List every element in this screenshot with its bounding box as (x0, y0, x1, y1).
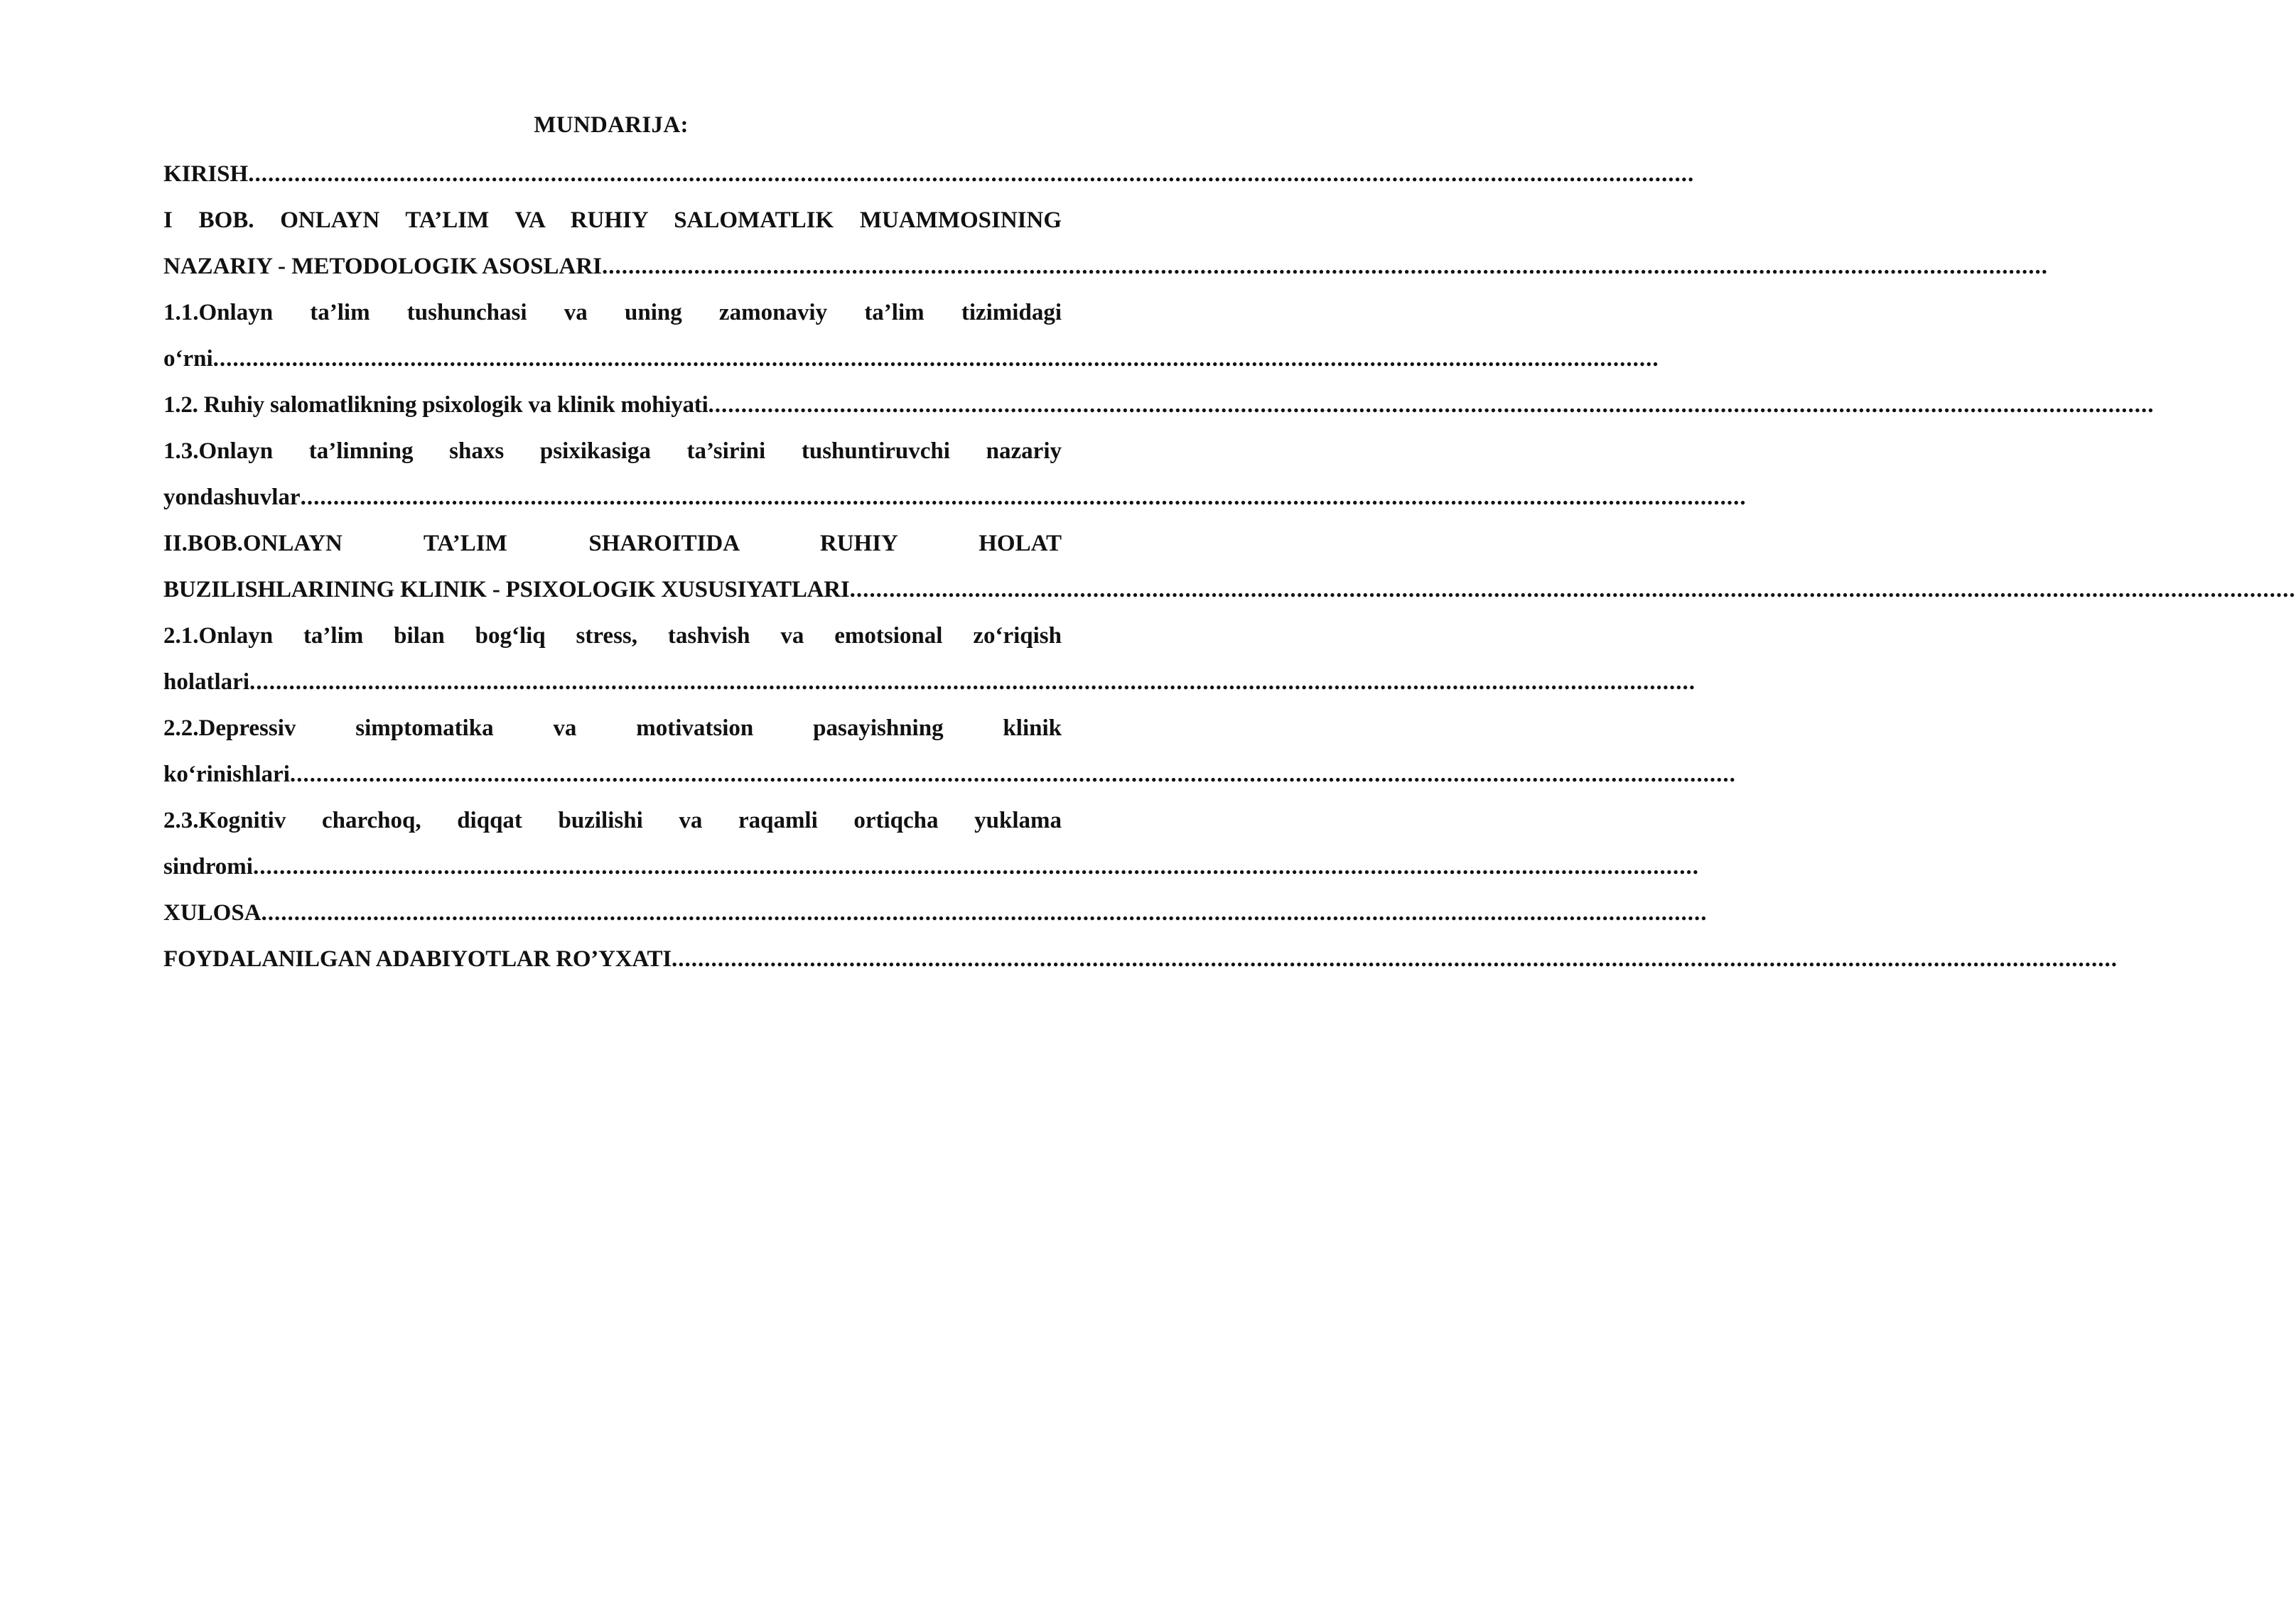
toc-section-2-2-line-2 (163, 752, 1736, 798)
toc-leader-dots: ............................................................................................................................................................................................................................ (300, 485, 1747, 510)
toc-title: MUNDARIJA: (534, 112, 689, 138)
toc-entry-text: o‘rni (163, 346, 213, 372)
toc-chapter-1-heading-line-1: I BOB. ONLAYN TA’LIM VA RUHIY SALOMATLIK MUAMMOSINING (163, 207, 1062, 233)
toc-entry-xulosa (163, 890, 1708, 936)
toc-entry-text: 1.2. Ruhiy salomatlikning psixologik va klinik mohiyati (163, 392, 708, 418)
toc-section-2-3-line-1: 2.3.Kognitiv charchoq, diqqat buzilishi va raqamli ortiqcha yuklama (163, 808, 1062, 833)
toc-entry-text: BUZILISHLARINING KLINIK - PSIXOLOGIK XUSUSIYATLARI (163, 577, 850, 602)
toc-entry-text: FOYDALANILGAN ADABIYOTLAR RO’YXATI (163, 946, 672, 972)
toc-section-1-3-line-1: 1.3.Onlayn ta’limning shaxs psixikasiga ta’sirini tushuntiruvchi nazariy (163, 438, 1062, 464)
toc-leader-dots: ............................................................................................................................................................................................................................ (252, 854, 1699, 880)
toc-leader-dots: ............................................................................................................................................................................................................................ (849, 577, 2296, 602)
toc-entry-text: XULOSA (163, 900, 262, 926)
toc-entry-text: NAZARIY - METODOLOGIK ASOSLARI (163, 254, 603, 279)
toc-entry-text: KIRISH (163, 161, 249, 187)
toc-section-2-2-line-1: 2.2.Depressiv simptomatika va motivatsion pasayishning klinik (163, 715, 1062, 741)
toc-chapter-1-heading-line-2 (163, 244, 2049, 290)
toc-section-1-1-line-2 (163, 336, 1659, 382)
toc-section-1-2 (163, 382, 2155, 428)
toc-section-1-3-line-2 (163, 475, 1747, 521)
toc-section-2-1-line-2 (163, 659, 1696, 705)
toc-leader-dots: ............................................................................................................................................................................................................................ (708, 392, 2155, 418)
toc-section-2-3-line-2 (163, 844, 1699, 890)
toc-chapter-2-heading-line-2 (163, 567, 2296, 613)
toc-leader-dots: ............................................................................................................................................................................................................................ (289, 762, 1736, 787)
toc-entry-text: sindromi (163, 854, 253, 880)
toc-leader-dots: ............................................................................................................................................................................................................................ (212, 346, 1659, 372)
toc-leader-dots: ............................................................................................................................................................................................................................ (671, 946, 2118, 972)
toc-leader-dots: ............................................................................................................................................................................................................................ (248, 161, 1695, 187)
toc-leader-dots: ............................................................................................................................................................................................................................ (249, 669, 1696, 695)
toc-leader-dots: ............................................................................................................................................................................................................................ (602, 254, 2049, 279)
toc-entry-kirish (163, 151, 1695, 198)
toc-chapter-2-heading-line-1: II.BOB.ONLAYN TA’LIM SHAROITIDA RUHIY HOLAT (163, 531, 1062, 556)
toc-entry-text: yondashuvlar (163, 485, 301, 510)
toc-entry-references (163, 936, 2118, 983)
toc-entry-text: ko‘rinishlari (163, 762, 290, 787)
toc-entry-text: holatlari (163, 669, 249, 695)
table-of-contents (163, 151, 2296, 983)
toc-leader-dots: ............................................................................................................................................................................................................................ (261, 900, 1708, 926)
toc-section-1-1-line-1: 1.1.Onlayn ta’lim tushunchasi va uning zamonaviy ta’lim tizimidagi (163, 300, 1062, 325)
toc-section-2-1-line-1: 2.1.Onlayn ta’lim bilan bog‘liq stress, tashvish va emotsional zo‘riqish (163, 623, 1062, 649)
